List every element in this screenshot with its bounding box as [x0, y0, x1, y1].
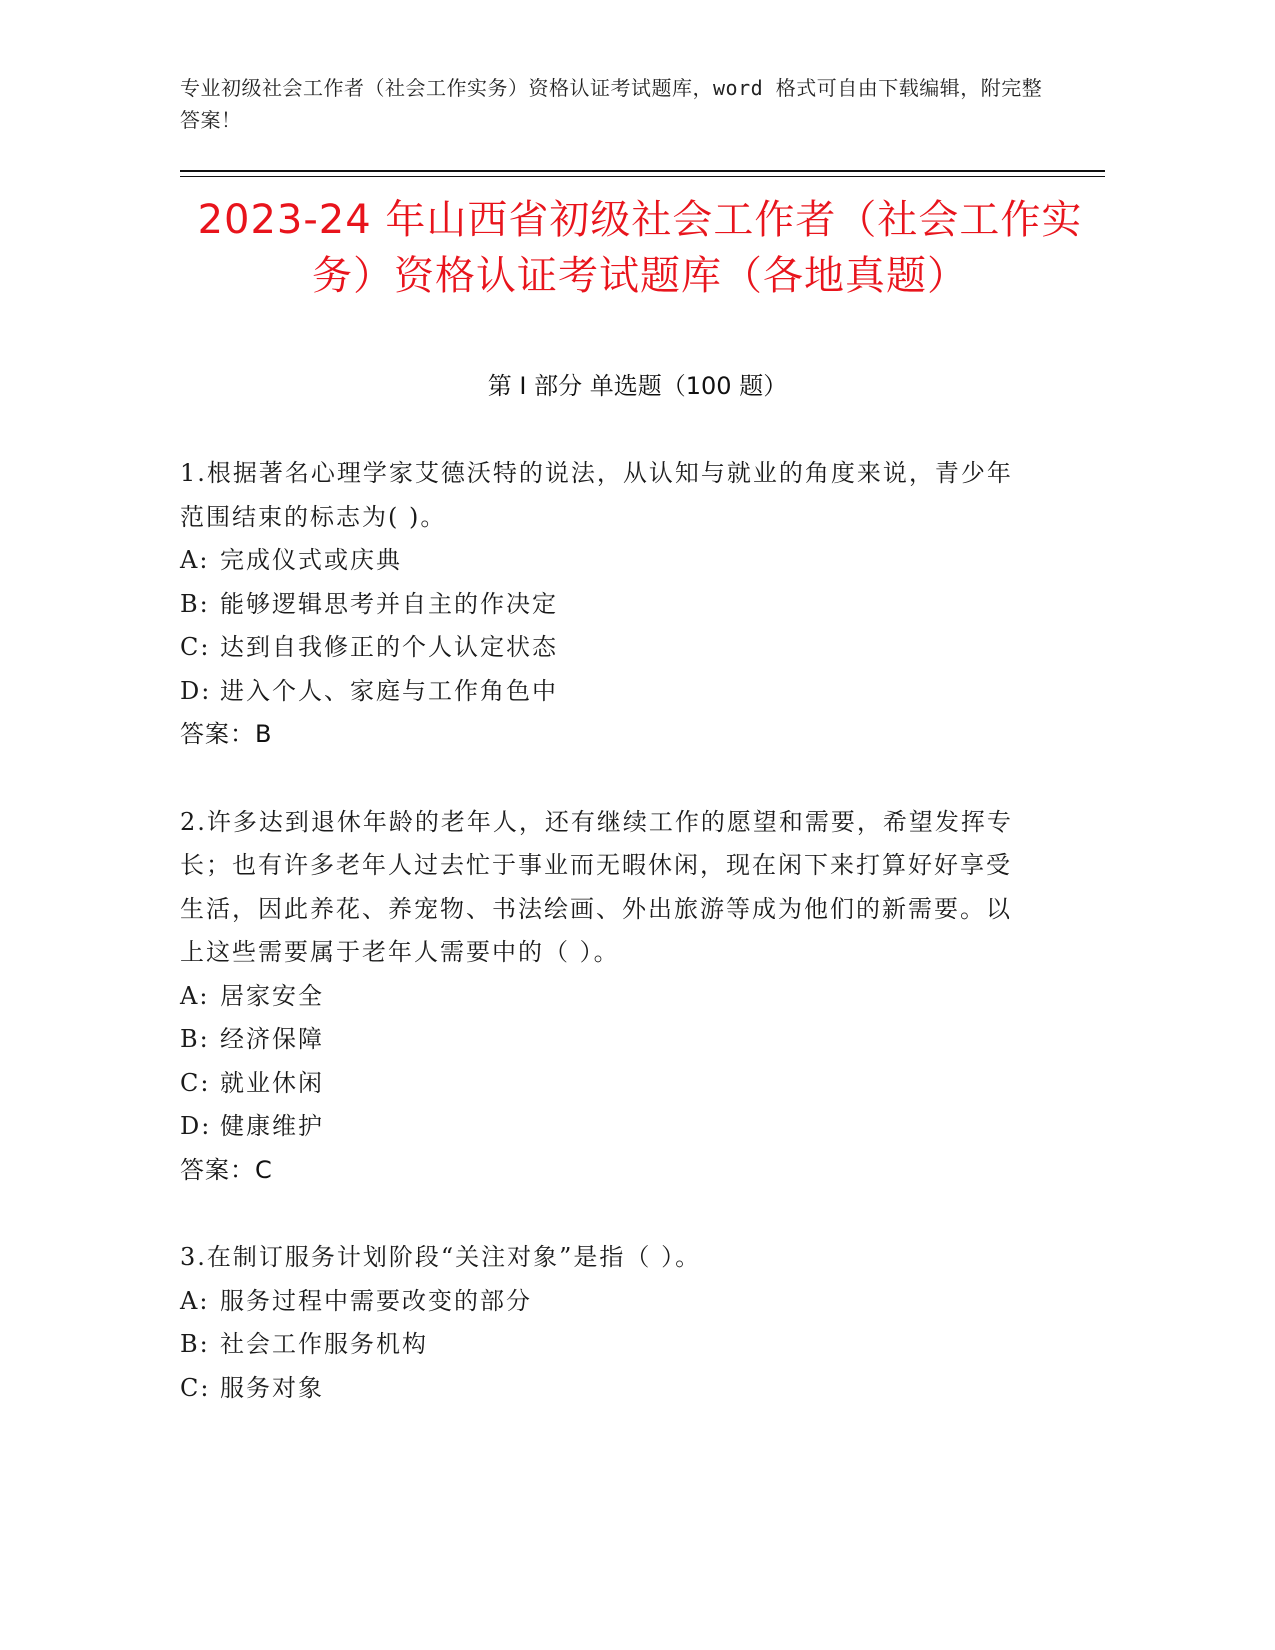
question-stem: 3.在制订服务计划阶段“关注对象”是指（ ）。 [180, 1243, 702, 1271]
option-a [180, 539, 1020, 583]
question-1 [180, 452, 1020, 757]
option-letter: A: [180, 981, 210, 1010]
option-b [180, 583, 1020, 627]
header-note: 专业初级社会工作者（社会工作实务）资格认证考试题库，word 格式可自由下载编辑，附完整答案！ [180, 76, 1043, 132]
option-text: 进入个人、家庭与工作角色中 [220, 676, 558, 705]
answer-line: 答案：B [180, 720, 273, 748]
option-letter: C: [180, 633, 211, 661]
option-letter: A: [180, 1286, 210, 1315]
question-list [180, 452, 1020, 1454]
option-b [180, 1323, 1020, 1367]
option-letter: B: [180, 1025, 210, 1053]
option-d [180, 1105, 1020, 1149]
option-letter: A: [180, 546, 210, 574]
option-letter: B: [180, 1330, 210, 1358]
option-letter: D: [180, 1112, 212, 1140]
option-c [180, 626, 1020, 670]
option-letter: C: [180, 1373, 211, 1402]
option-text: 就业休闲 [220, 1068, 324, 1097]
option-text: 健康维护 [220, 1112, 324, 1140]
question-stem: 1.根据著名心理学家艾德沃特的说法，从认知与就业的角度来说，青少年范围结束的标志为( )。 [180, 459, 1013, 531]
option-text: 社会工作服务机构 [220, 1330, 428, 1358]
option-text: 完成仪式或庆典 [220, 546, 402, 574]
option-a [180, 975, 1020, 1019]
option-d [180, 670, 1020, 714]
option-text: 服务过程中需要改变的部分 [220, 1286, 532, 1315]
header-divider-thick [180, 170, 1105, 172]
option-text: 居家安全 [220, 981, 324, 1010]
option-text: 服务对象 [220, 1373, 324, 1402]
option-text: 达到自我修正的个人认定状态 [220, 633, 558, 661]
answer-line: 答案：C [180, 1155, 273, 1184]
question-3 [180, 1236, 1020, 1410]
option-text: 能够逻辑思考并自主的作决定 [220, 589, 558, 618]
section-title: 第 I 部分 单选题（100 题） [487, 372, 788, 400]
header-divider-thin [180, 176, 1105, 177]
option-letter: B: [180, 589, 210, 618]
option-text: 经济保障 [220, 1025, 324, 1053]
question-2 [180, 801, 1020, 1193]
option-c [180, 1367, 1020, 1411]
option-b [180, 1018, 1020, 1062]
option-a [180, 1280, 1020, 1324]
document-title: 2023-24 年山西省初级社会工作者（社会工作实务）资格认证考试题库（各地真题） [197, 197, 1083, 299]
option-letter: D: [180, 676, 212, 705]
question-stem: 2.许多达到退休年龄的老年人，还有继续工作的愿望和需要，希望发挥专长；也有许多老年人过去忙于事业而无暇休闲，现在闲下来打算好好享受生活，因此养花、养宠物、书法绘画、外出旅游等成为他们的新需要。以上这些需要属于老年人需要中的（ ）。 [180, 807, 1013, 966]
option-c [180, 1062, 1020, 1106]
option-letter: C: [180, 1068, 211, 1097]
